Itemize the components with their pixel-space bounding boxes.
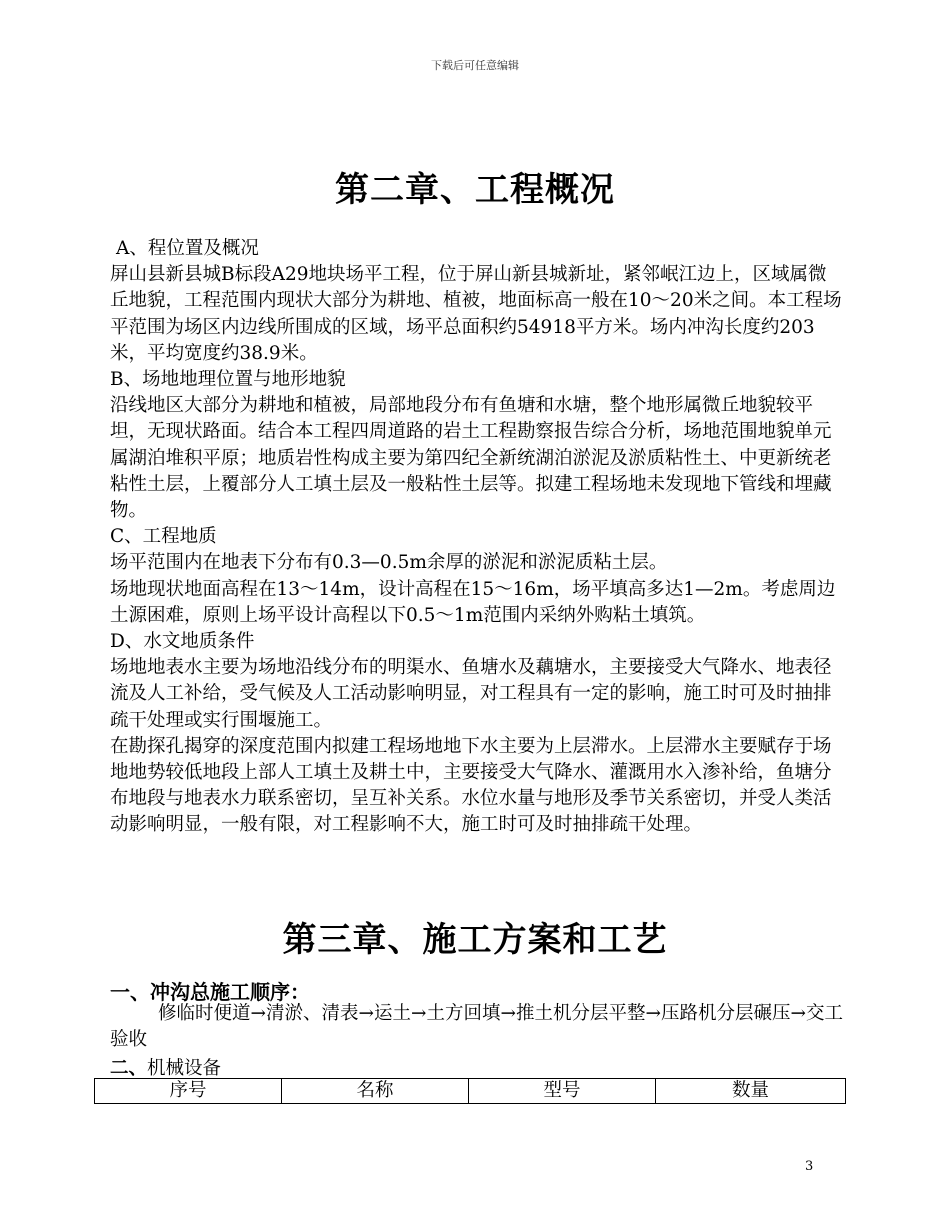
subheading-d: D、水文地质条件 — [110, 631, 255, 653]
chapter-3-title: 第三章、施工方案和工艺 — [282, 920, 668, 960]
paragraph-terrain: 沿线地区大部分为耕地和植被，局部地段分布有鱼塘和水塘，整个地形属微丘地貌较平坦，无现状路面。结合本工程四周道路的岩土工程勘察报告综合分析，场地范围地貌单元属湖泊堆积平原；地质岩性构成主要为第四纪全新统湖泊淤泥及淤质粘性土、中更新统老粘性土层，上覆部分人工填土层及一般粘性土层等。拟建工程场地未发现地下管线和埋藏物。 — [110, 395, 832, 522]
chapter-2-body — [110, 236, 842, 839]
section-2-number: 二、 — [110, 1058, 148, 1079]
subheading-b: B、场地地理位置与地形地貌 — [110, 369, 346, 391]
col-header-quantity: 数量 — [656, 1079, 846, 1104]
paragraph-geology-1: 场平范围内在地表下分布有0.3—0.5m余厚的淤泥和淤泥质粘土层。 — [110, 552, 668, 574]
construction-sequence: 修临时便道→清淤、清表→运土→土方回填→推土机分层平整→压路机分层碾压→交工验收 — [110, 1003, 844, 1051]
subheading-a: A、程位置及概况 — [116, 238, 259, 259]
section-2-heading — [110, 1054, 221, 1080]
paragraph-hydrology-1: 场地地表水主要为场地沿线分布的明渠水、鱼塘水及藕塘水，主要接受大气降水、地表径流及人工补给，受气候及人工活动影响明显，对工程具有一定的影响，施工时可及时抽排疏干处理或实行围堰施工。 — [110, 657, 832, 731]
col-header-model: 型号 — [469, 1079, 656, 1104]
page-header-note: 下载后可任意编辑 — [431, 59, 519, 72]
col-header-index: 序号 — [95, 1079, 282, 1104]
paragraph-hydrology-2: 在勘探孔揭穿的深度范围内拟建工程场地地下水主要为上层滞水。上层滞水主要赋存于场地地势较低地段上部人工填土及耕土中，主要接受大气降水、灌溉用水入渗补给，鱼塘分布地段与地表水力联系密切，呈互补关系。水位水量与地形及季节关系密切，并受人类活动影响明显，一般有限，对工程影响不大，施工时可及时抽排疏干处理。 — [110, 735, 832, 836]
paragraph-geology-2: 场地现状地面高程在13～14m，设计高程在15～16m，场平填高多达1—2m。考虑周边土源困难，原则上场平设计高程以下0.5～1m范围内采纳外购粘土填筑。 — [110, 578, 836, 626]
table-header-row — [95, 1079, 846, 1104]
section-2-title: 机械设备 — [147, 1058, 222, 1079]
equipment-table — [94, 1078, 846, 1104]
col-header-name: 名称 — [282, 1079, 469, 1104]
section-1-heading: 一、冲沟总施工顺序： — [110, 980, 310, 1004]
page-number: 3 — [805, 1159, 814, 1174]
chapter-2-title: 第二章、工程概况 — [335, 170, 615, 210]
paragraph-location: 屏山县新县城B标段A29地块场平工程，位于屏山新县城新址，紧邻岷江边上，区域属微丘地貌，工程范围内现状大部分为耕地、植被，地面标高一般在10～20米之间。本工程场平范围为场区内边线所围成的区域，场平总面积约54918平方米。场内冲沟长度约203米，平均宽度约38.9米。 — [110, 264, 842, 364]
subheading-c: C、工程地质 — [110, 526, 217, 548]
